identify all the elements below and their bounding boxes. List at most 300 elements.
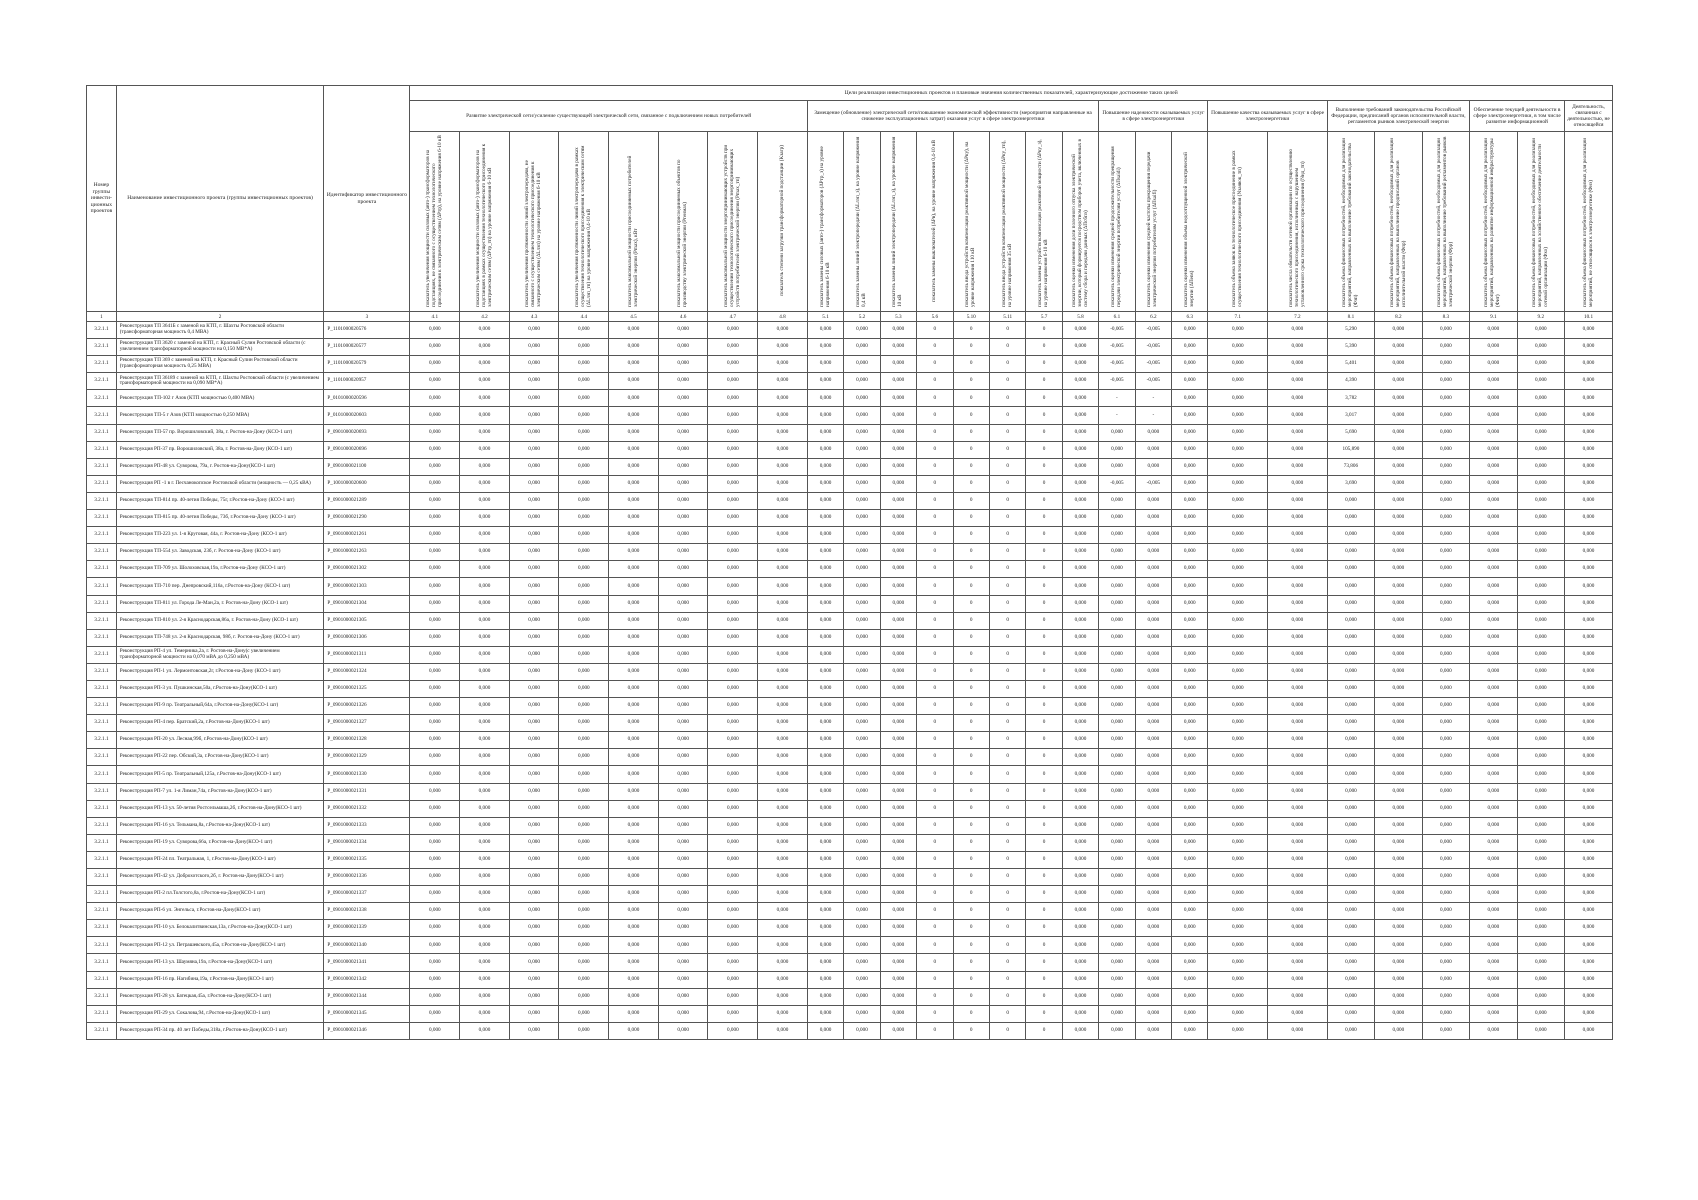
row-value: 0,000 — [1565, 407, 1613, 424]
indicator-header-text: показатель замены устройств компенсации реактивной мощности (ΔPку_з), на уровне напряжения 6-10 кВ — [1037, 138, 1050, 307]
table-row — [87, 920, 1613, 937]
row-value: 0,000 — [1268, 544, 1328, 561]
row-value: 0,000 — [1099, 766, 1135, 783]
row-value: 0 — [953, 629, 989, 646]
row-value: 0,000 — [460, 510, 510, 527]
row-value: 0 — [953, 322, 989, 339]
row-value: 0,000 — [758, 339, 808, 356]
row-value: 0,000 — [844, 646, 880, 663]
row-value: 0,000 — [1172, 766, 1208, 783]
row-value: 0,000 — [1135, 544, 1171, 561]
row-group-number: 3.2.1.1 — [87, 698, 117, 715]
row-value: 0,000 — [807, 1005, 843, 1022]
column-number: 5.8 — [1062, 312, 1098, 322]
row-value: 0 — [917, 903, 953, 920]
row-value: 0,000 — [1268, 356, 1328, 373]
row-value: 0 — [989, 988, 1025, 1005]
row-value: -0,005 — [1099, 475, 1135, 492]
row-value: 0,000 — [1099, 800, 1135, 817]
row-value: 0,000 — [609, 886, 659, 903]
row-value: 0,000 — [410, 937, 460, 954]
row-value: 0,000 — [1208, 612, 1268, 629]
row-value: 0,000 — [1422, 390, 1469, 407]
row-value: 0,000 — [708, 954, 758, 971]
row-project-id: P_0901000021311 — [324, 646, 410, 663]
column-number: 4.7 — [708, 312, 758, 322]
row-value: 0,000 — [1422, 356, 1469, 373]
row-value: 0,000 — [410, 339, 460, 356]
row-value: 0,000 — [559, 561, 609, 578]
row-value: 0,000 — [410, 766, 460, 783]
row-value: 0,000 — [708, 937, 758, 954]
row-value: 0,000 — [807, 475, 843, 492]
row-value: 0 — [1026, 783, 1062, 800]
row-value: 0 — [917, 663, 953, 680]
row-value: 0 — [1026, 424, 1062, 441]
row-value: 0 — [953, 510, 989, 527]
row-group-number: 3.2.1.1 — [87, 732, 117, 749]
row-value: 0,000 — [1517, 817, 1564, 834]
row-value: 0,000 — [1422, 903, 1469, 920]
row-value: 0,000 — [807, 886, 843, 903]
row-project-name: Реконструкция ТП-709 ул. Шолоховская,19а, г.Ростов-на-Дону (КСО-1 шт) — [116, 561, 324, 578]
row-value: 0,000 — [1172, 458, 1208, 475]
table-row — [87, 988, 1613, 1005]
row-value: 0,000 — [1517, 646, 1564, 663]
row-group-number: 3.2.1.1 — [87, 937, 117, 954]
row-value: 0,000 — [559, 903, 609, 920]
row-value: 0,000 — [880, 954, 916, 971]
row-value: 0,000 — [880, 698, 916, 715]
row-value: 0,000 — [807, 492, 843, 509]
row-value: 0,000 — [1268, 407, 1328, 424]
row-value: 0,000 — [410, 851, 460, 868]
row-value: 0,000 — [807, 732, 843, 749]
row-value: 0,000 — [1565, 612, 1613, 629]
indicator-header-text: показатель объема финансовых потребностей, необходимых для реализации мероприятий, направленных на выполнение предписаний органов исполнительной власти (Фпр) — [1388, 137, 1407, 307]
row-value: 0,000 — [708, 988, 758, 1005]
row-value: 0,000 — [1099, 834, 1135, 851]
row-value: 0,000 — [1099, 851, 1135, 868]
row-value: 0 — [989, 783, 1025, 800]
row-value: 0,000 — [1517, 920, 1564, 937]
row-value: 0,000 — [1470, 458, 1517, 475]
row-value: 0,000 — [1268, 322, 1328, 339]
row-group-number: 3.2.1.1 — [87, 971, 117, 988]
row-value: 0,000 — [1268, 390, 1328, 407]
row-value: 0 — [1026, 492, 1062, 509]
row-value: 0,000 — [708, 886, 758, 903]
row-value: 0,000 — [844, 851, 880, 868]
table-row — [87, 322, 1613, 339]
row-value: 0,000 — [1470, 698, 1517, 715]
row-value: 0,000 — [1517, 869, 1564, 886]
row-value: 0,000 — [559, 458, 609, 475]
row-value: 0,000 — [807, 561, 843, 578]
row-value: 0,000 — [609, 629, 659, 646]
row-value: 0,000 — [880, 817, 916, 834]
row-value: 0 — [1026, 510, 1062, 527]
row-value: 0,000 — [509, 886, 559, 903]
row-value: 0,000 — [1375, 527, 1422, 544]
row-value: 0,000 — [844, 698, 880, 715]
row-value: 0,000 — [1062, 800, 1098, 817]
row-value: 0,000 — [880, 680, 916, 697]
row-value: 0,000 — [708, 749, 758, 766]
row-value: 0,000 — [1375, 834, 1422, 851]
row-value: 0,000 — [758, 715, 808, 732]
row-value: 0,000 — [410, 783, 460, 800]
table-row — [87, 732, 1613, 749]
table-row — [87, 698, 1613, 715]
row-value: 0,000 — [844, 561, 880, 578]
row-value: 0,000 — [509, 612, 559, 629]
row-value: 0,000 — [1375, 612, 1422, 629]
row-value: 0 — [953, 817, 989, 834]
row-value: 0,000 — [758, 356, 808, 373]
row-value: 0,000 — [559, 851, 609, 868]
row-value: 0,000 — [880, 663, 916, 680]
row-group-number: 3.2.1.1 — [87, 1005, 117, 1022]
row-value: 0 — [1026, 407, 1062, 424]
row-value: 0,000 — [807, 424, 843, 441]
row-value: 0,000 — [460, 322, 510, 339]
row-value: 0,000 — [1470, 937, 1517, 954]
row-value: 0 — [989, 834, 1025, 851]
row-project-name: Реконструкция РП-13 ул. Шаумяна,19а, г.Ростов-на-Дону(КСО-1 шт) — [116, 954, 324, 971]
row-value: 0,000 — [509, 988, 559, 1005]
row-value: 0,000 — [509, 458, 559, 475]
row-project-id: P_0901000021326 — [324, 698, 410, 715]
row-value: 0 — [1026, 1022, 1062, 1039]
row-value: 0,000 — [1470, 834, 1517, 851]
row-value: 0,000 — [609, 458, 659, 475]
row-value: 0,000 — [1268, 817, 1328, 834]
row-group-number: 3.2.1.1 — [87, 851, 117, 868]
row-value: 0,000 — [844, 869, 880, 886]
row-value: 0,000 — [609, 578, 659, 595]
row-value: 0,000 — [880, 510, 916, 527]
row-value: 0,000 — [460, 937, 510, 954]
row-value: 0,000 — [1517, 783, 1564, 800]
row-value: 0,000 — [1517, 373, 1564, 390]
row-project-id: P_0901000020696 — [324, 441, 410, 458]
row-group-number: 3.2.1.1 — [87, 663, 117, 680]
row-project-name: Реконструкция ТП-102 г Азов (КТП мощностью 0,400 МВА) — [116, 390, 324, 407]
column-number: 4.4 — [559, 312, 609, 322]
indicator-header-text: показатель объема финансовых потребностей, необходимых для реализации мероприятий, направленных на выполнение требований регламентов рынков электрической энергии (Фрр) — [1436, 135, 1454, 307]
row-value: 0,000 — [807, 971, 843, 988]
row-value: 0,000 — [844, 492, 880, 509]
row-value: 0,000 — [1470, 407, 1517, 424]
column-number: 4.1 — [410, 312, 460, 322]
row-group-number: 3.2.1.1 — [87, 561, 117, 578]
row-group-number: 3.2.1.1 — [87, 339, 117, 356]
row-value: 0,000 — [1172, 561, 1208, 578]
row-value: 0,000 — [609, 373, 659, 390]
row-value: 0,000 — [1172, 971, 1208, 988]
row-value: 0,000 — [1062, 629, 1098, 646]
row-value: 0,000 — [410, 390, 460, 407]
row-value: 0 — [989, 390, 1025, 407]
indicator-header-text: показатель увеличения мощности силовых (авто-) трансформаторов на подстанциях в рамках осуществления технологического присоединения к электрическим сетям (ΔPтр_тп) на уровне напряжения 6-10 кВ — [474, 143, 493, 307]
row-value: 0,000 — [559, 492, 609, 509]
row-project-name: Реконструкция ТП-5 г Азов (КТП мощностью 0,250 МВА) — [116, 407, 324, 424]
row-value: 0,000 — [1422, 407, 1469, 424]
column-number: 6.3 — [1172, 312, 1208, 322]
row-project-id: P_0901000021331 — [324, 783, 410, 800]
row-value: 0,000 — [1099, 937, 1135, 954]
indicator-header — [989, 132, 1025, 312]
row-value: 0,000 — [1517, 612, 1564, 629]
row-group-number: 3.2.1.1 — [87, 766, 117, 783]
row-value: 0,000 — [1099, 749, 1135, 766]
row-value: 0,000 — [708, 390, 758, 407]
indicator-header — [917, 132, 953, 312]
row-value: 0 — [917, 612, 953, 629]
row-value: 0 — [989, 424, 1025, 441]
row-value: 0,000 — [1517, 407, 1564, 424]
indicator-header — [1208, 132, 1268, 312]
row-value: 0,000 — [1135, 732, 1171, 749]
row-value: 0,000 — [509, 937, 559, 954]
row-value: 0,000 — [410, 373, 460, 390]
row-project-name: Реконструкция ТП-223 ул. 1-я Круговая, 44а, г. Ростов-на-Дону (КСО-1 шт) — [116, 527, 324, 544]
row-value: 0,000 — [758, 869, 808, 886]
row-value: 0,000 — [1375, 407, 1422, 424]
row-value: 0,000 — [1208, 356, 1268, 373]
row-value: 0 — [989, 903, 1025, 920]
table-row — [87, 783, 1613, 800]
row-value: 0 — [953, 920, 989, 937]
row-value: 0,000 — [460, 424, 510, 441]
row-value: 0,000 — [410, 322, 460, 339]
row-value: 0 — [1026, 561, 1062, 578]
row-value: 0,000 — [758, 903, 808, 920]
row-value: 0,000 — [1172, 920, 1208, 937]
column-number: 4.3 — [509, 312, 559, 322]
row-value: 0,000 — [1268, 698, 1328, 715]
row-value: 0,000 — [509, 663, 559, 680]
row-value: 0,000 — [1099, 1022, 1135, 1039]
indicator-header-text: показатель максимальной мощности энергопринимающих устройств при осуществлении технологического присоединения энергопринимающих устройств потребителей электрической энергии (Pmax_тп) — [722, 144, 741, 307]
row-value: 0 — [917, 886, 953, 903]
row-value: 0,000 — [758, 817, 808, 834]
row-value: 0,000 — [1062, 356, 1098, 373]
table-row — [87, 527, 1613, 544]
row-value: 0,000 — [708, 783, 758, 800]
row-value: 0,000 — [1327, 544, 1374, 561]
column-number: 8.2 — [1375, 312, 1422, 322]
row-value: 0,000 — [1099, 971, 1135, 988]
row-value: 0,000 — [658, 732, 708, 749]
row-project-name: Реконструкция РП-4 пер. Братский,2а, г.Ростов-на-Дону(КСО-1 шт) — [116, 715, 324, 732]
row-value: 0 — [1026, 920, 1062, 937]
row-value: 0,000 — [1172, 869, 1208, 886]
row-value: 0,000 — [708, 680, 758, 697]
row-value: 0,000 — [1208, 817, 1268, 834]
row-value: 0,000 — [1172, 356, 1208, 373]
row-value: 0,000 — [410, 1005, 460, 1022]
row-value: 0,000 — [1208, 800, 1268, 817]
row-value: 0,000 — [609, 390, 659, 407]
row-value: 0,000 — [1208, 595, 1268, 612]
row-group-number: 3.2.1.1 — [87, 834, 117, 851]
row-value: 0,000 — [1268, 971, 1328, 988]
row-value: 0,000 — [1268, 732, 1328, 749]
row-value: 0,000 — [1062, 920, 1098, 937]
row-value: 0,000 — [1062, 834, 1098, 851]
row-value: 0,000 — [1375, 373, 1422, 390]
row-value: 0,000 — [1172, 510, 1208, 527]
row-value: 0,000 — [708, 800, 758, 817]
row-value: 0,000 — [844, 612, 880, 629]
row-value: 0,000 — [1135, 663, 1171, 680]
row-value: 0,000 — [1470, 510, 1517, 527]
row-value: 0 — [917, 971, 953, 988]
row-project-name: Реконструкция РП-16 пр. Нагибина,19а, г.Ростов-на-Дону(КСО-1 шт) — [116, 971, 324, 988]
row-value: 0 — [1026, 749, 1062, 766]
row-value: 0,000 — [1268, 886, 1328, 903]
row-value: 0,000 — [559, 766, 609, 783]
row-value: 0,000 — [708, 527, 758, 544]
row-value: 0 — [989, 817, 1025, 834]
indicator-header — [1422, 132, 1469, 312]
row-value: 0 — [1026, 954, 1062, 971]
row-value: 0,000 — [708, 629, 758, 646]
row-value: 0,000 — [1208, 783, 1268, 800]
row-value: 0,000 — [708, 578, 758, 595]
row-value: 0,000 — [1208, 373, 1268, 390]
row-group-number: 3.2.1.1 — [87, 390, 117, 407]
row-value: 0,000 — [658, 646, 708, 663]
row-value: 0,000 — [559, 510, 609, 527]
row-value: 0,000 — [559, 1005, 609, 1022]
row-project-id: P_0901000021289 — [324, 492, 410, 509]
row-value: 0 — [917, 629, 953, 646]
table-row — [87, 356, 1613, 373]
row-value: 0 — [917, 407, 953, 424]
table-row — [87, 971, 1613, 988]
row-value: 0,000 — [609, 715, 659, 732]
row-value: 0,000 — [1565, 954, 1613, 971]
row-value: 0,000 — [844, 834, 880, 851]
row-value: 0,000 — [1268, 492, 1328, 509]
row-value: 0,000 — [509, 834, 559, 851]
row-value: 0,000 — [658, 937, 708, 954]
row-value: 0,000 — [807, 869, 843, 886]
row-value: 0,000 — [658, 561, 708, 578]
row-value: 0,000 — [410, 629, 460, 646]
row-value: 0,000 — [410, 646, 460, 663]
row-value: 0,000 — [1135, 971, 1171, 988]
indicator-header — [410, 132, 460, 312]
table-row — [87, 475, 1613, 492]
row-value: 0,000 — [1062, 339, 1098, 356]
indicator-header-text: показатель оценки изменения доли полезного отпуска электрической энергии, который формируется посредством приборов учета, включенных в систему сбора и передачи данных (ΔПсбпэ) — [1070, 138, 1089, 307]
row-value: 0,000 — [1208, 766, 1268, 783]
row-value: 0,000 — [1268, 903, 1328, 920]
row-value: 0,000 — [1375, 680, 1422, 697]
row-value: 0,000 — [1517, 629, 1564, 646]
row-value: 0,000 — [1470, 441, 1517, 458]
row-value: 0,000 — [1565, 817, 1613, 834]
row-value: 0,000 — [1517, 954, 1564, 971]
row-value: 0,000 — [1375, 1022, 1422, 1039]
table-row — [87, 817, 1613, 834]
row-value: 0,000 — [1470, 373, 1517, 390]
row-value: 0,000 — [807, 937, 843, 954]
row-value: 0,000 — [658, 800, 708, 817]
row-project-id: P_0901000021342 — [324, 971, 410, 988]
row-value: 0,000 — [1062, 766, 1098, 783]
row-value: 0,000 — [1062, 561, 1098, 578]
row-value: 0,000 — [758, 971, 808, 988]
row-project-id: P_0901000021263 — [324, 544, 410, 561]
row-value: 0 — [953, 954, 989, 971]
row-value: 0,000 — [844, 527, 880, 544]
row-value: 0 — [953, 988, 989, 1005]
row-value: 0,000 — [609, 492, 659, 509]
row-value: 0,000 — [708, 1005, 758, 1022]
row-value: 0,000 — [460, 971, 510, 988]
row-value: 0 — [1026, 458, 1062, 475]
row-group-number: 3.2.1.1 — [87, 817, 117, 834]
row-value: 0,000 — [1517, 851, 1564, 868]
row-value: 0,000 — [509, 1005, 559, 1022]
row-value: 0,000 — [1135, 903, 1171, 920]
row-value: 0,000 — [1470, 920, 1517, 937]
row-value: 0,000 — [708, 646, 758, 663]
row-value: 0,000 — [1375, 920, 1422, 937]
row-value: 0,000 — [758, 988, 808, 1005]
table-row — [87, 937, 1613, 954]
investment-indicators-table — [86, 85, 1613, 1040]
row-value: 0 — [917, 424, 953, 441]
row-value: 0,000 — [509, 971, 559, 988]
row-value: 0,000 — [658, 441, 708, 458]
row-value: 0,000 — [1268, 561, 1328, 578]
row-value: 0 — [953, 680, 989, 697]
row-value: 0,000 — [1172, 578, 1208, 595]
row-value: 0,000 — [1172, 663, 1208, 680]
row-value: 0,000 — [1375, 475, 1422, 492]
group-header-replacement: Замещение (обновление) электрической сети/повышение экономической эффективности (мероприятия направленные на снижение эксплуатационных затрат) оказания услуг в сфере электроэнергетики — [807, 101, 1098, 132]
row-value: 0,000 — [1172, 937, 1208, 954]
indicator-header — [460, 132, 510, 312]
indicator-header-text: показатель степени загрузки трансформаторной подстанции (Kзагр) — [778, 145, 785, 296]
row-value: 0,000 — [844, 1022, 880, 1039]
row-value: 0,000 — [1422, 954, 1469, 971]
row-value: -0,005 — [1135, 356, 1171, 373]
row-value: 0,000 — [609, 339, 659, 356]
row-value: 0,000 — [1268, 766, 1328, 783]
table-row — [87, 834, 1613, 851]
row-value: 0,000 — [1268, 629, 1328, 646]
row-value: 0,000 — [460, 800, 510, 817]
row-project-name: Реконструкция ТП 36189 с заменой на КТП, г. Шахты Ростовской области (с увеличением трансформаторной мощности на 0,090 МВ*А) — [116, 373, 324, 390]
row-value: 0,000 — [559, 817, 609, 834]
row-value: 0,000 — [844, 937, 880, 954]
row-value: 0,000 — [1062, 783, 1098, 800]
row-value: 0,000 — [1208, 527, 1268, 544]
row-value: 0,000 — [1268, 424, 1328, 441]
row-value: 0,000 — [410, 441, 460, 458]
column-number: 5.2 — [844, 312, 880, 322]
row-value: 0,000 — [758, 886, 808, 903]
row-value: 0,000 — [1099, 527, 1135, 544]
row-value: 0,000 — [1268, 612, 1328, 629]
